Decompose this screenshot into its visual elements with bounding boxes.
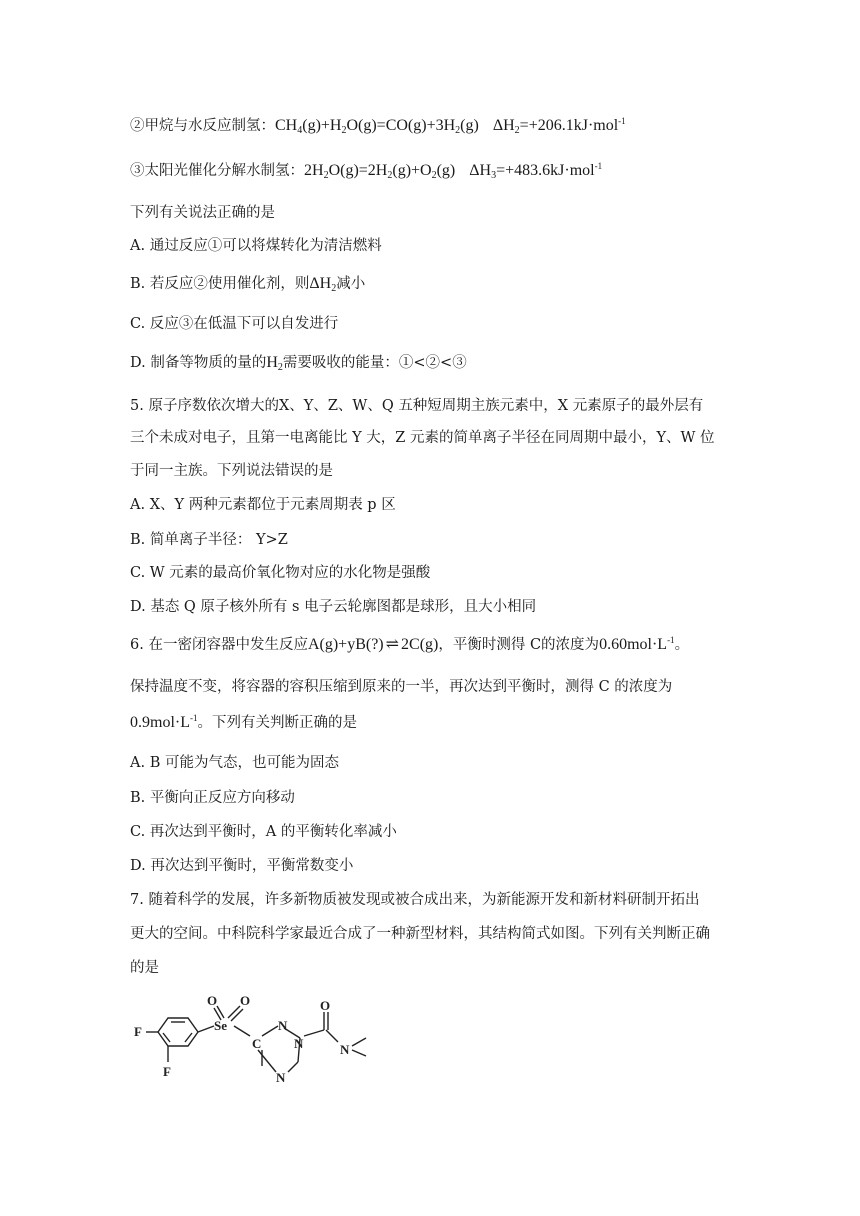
- atom-n-3: N: [276, 1070, 286, 1085]
- q4-option-b-text: B. 若反应②使用催化剂，则: [130, 276, 310, 292]
- q4-equation-3: [130, 161, 740, 181]
- atom-o-3: O: [320, 998, 331, 1013]
- q6-stem-line-3: [130, 713, 740, 733]
- q7-stem-line-3: 的是: [130, 960, 159, 976]
- q4-equation-2: [130, 116, 740, 136]
- atom-o-1: O: [207, 993, 218, 1008]
- q6-stem-end: 。: [674, 637, 690, 653]
- q6-option-d: D. 再次达到平衡时，平衡常数变小: [130, 858, 354, 874]
- molecule-atom-labels: [134, 993, 350, 1085]
- atom-o-2: O: [240, 993, 251, 1008]
- q4-option-b-tail: 减小: [336, 276, 366, 292]
- q4-option-b: [130, 274, 740, 294]
- q6-stem-line-2: 保持温度不变，将容器的容积压缩到原来的一半，再次达到平衡时，测得 C 的浓度为: [130, 679, 673, 695]
- q5-option-c: C. W 元素的最高价氧化物对应的水化物是强酸: [130, 565, 431, 581]
- atom-n-2: N: [294, 1036, 304, 1051]
- atom-n-1: N: [278, 1018, 288, 1033]
- q4-option-c: C. 反应③在低温下可以自发进行: [130, 316, 339, 332]
- q6-stem-text-3: 。下列有关判断正确的是: [197, 715, 357, 731]
- atom-n-4: N: [340, 1042, 350, 1057]
- q6-option-c: C. 再次达到平衡时，A 的平衡转化率减小: [130, 824, 397, 840]
- q4-option-d-formula: $H_2$: [266, 354, 283, 373]
- q5-option-a: A. X、Y 两种元素都位于元素周期表 p 区: [130, 497, 396, 513]
- q4-option-d-tail: 需要吸收的能量：①<②<③: [282, 355, 467, 371]
- atom-se: Se: [214, 1018, 227, 1033]
- q6-reaction-formula: A(g)+yB(?) ⇌ 2C(g): [307, 636, 439, 653]
- q6-conc-1: $0.60mol\cdot L^{-1}$: [599, 635, 675, 653]
- q6-option-a: A. B 可能为气态，也可能为固态: [130, 755, 339, 771]
- q4-option-a: A. 通过反应①可以将煤转化为清洁燃料: [130, 238, 382, 254]
- q6-stem-text-2: ，平衡时测得 C的浓度为: [438, 637, 600, 653]
- q5-stem-line-1: 5. 原子序数依次增大的X、Y、Z、W、Q 五种短周期主族元素中，X 元素原子的最外层有: [130, 398, 704, 414]
- molecule-structure-diagram: [130, 990, 380, 1090]
- q6-stem-line-1: [130, 635, 740, 655]
- q4-option-b-formula: $\Delta H_2$: [309, 275, 337, 294]
- q6-option-b: B. 平衡向正反应方向移动: [130, 790, 295, 806]
- q6-stem-text: 6. 在一密闭容器中发生反应: [130, 637, 308, 653]
- atom-c: C: [252, 1036, 262, 1051]
- atom-f-1: F: [134, 1024, 142, 1039]
- q4-eq3-label: ③太阳光催化分解水制氢：: [130, 163, 304, 179]
- q4-eq2-formula: $CH_4(g)+H_2O(g)=CO(g)+3H_2(g)$ $\Delta H_2=+206.1kJ\cdot mol^{-1}$: [275, 116, 626, 136]
- q4-option-d: [130, 353, 740, 373]
- q7-stem-line-1: 7. 随着科学的发展，许多新物质被发现或被合成出来，为新能源开发和新材料研制开拓出: [130, 892, 700, 908]
- q5-option-d: D. 基态 Q 原子核外所有 s 电子云轮廓图都是球形，且大小相同: [130, 599, 537, 615]
- q5-stem-line-2: 三个未成对电子，且第一电离能比 Y 大，Z 元素的简单离子半径在同周期中最小，Y、W 位: [130, 430, 715, 446]
- q4-prompt: 下列有关说法正确的是: [130, 205, 275, 221]
- q4-eq2-label: ②甲烷与水反应制氢：: [130, 118, 275, 134]
- q4-eq3-formula: $2H_2O(g)=2H_2(g)+O_2(g)$ $\Delta H_3=+483.6kJ\cdot mol^{-1}$: [304, 161, 603, 181]
- q5-option-b: B. 简单离子半径： Y>Z: [130, 532, 288, 548]
- atom-f-2: F: [163, 1064, 171, 1079]
- q6-conc-2: $0.9mol\cdot L^{-1}$: [130, 713, 198, 731]
- q4-option-d-text: D. 制备等物质的量的: [130, 355, 267, 371]
- q5-stem-line-3: 于同一主族。下列说法错误的是: [130, 463, 333, 479]
- q7-stem-line-2: 更大的空间。中科院科学家最近合成了一种新型材料，其结构简式如图。下列有关判断正确: [130, 926, 710, 942]
